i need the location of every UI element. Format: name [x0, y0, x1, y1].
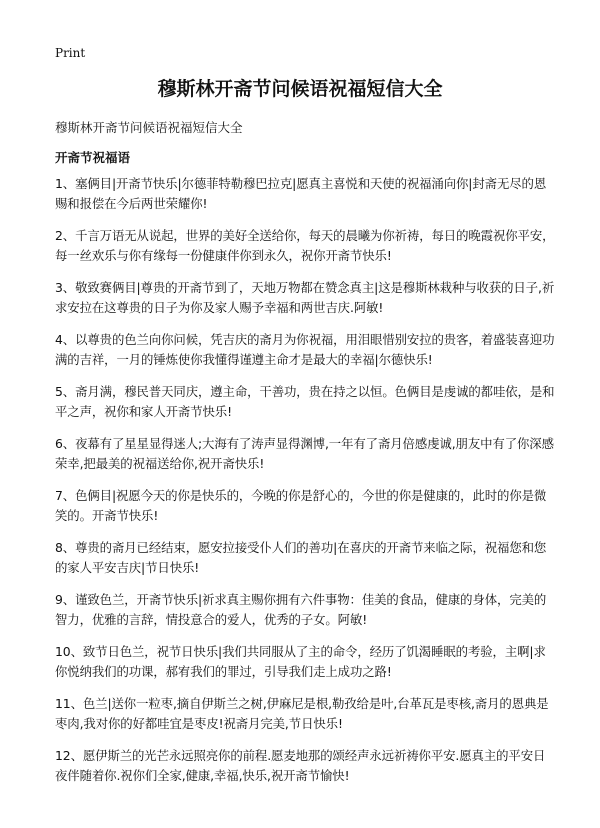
list-item: 7、色俩目|祝愿今天的你是快乐的，今晚的你是舒心的，今世的你是健康的，此时的你是微笑的。开斋节快乐!: [55, 488, 547, 523]
list-item: 5、斋月满，穆民普天同庆，遵主命，干善功，贵在持之以恒。色俩目是虔诚的都哇依，是和平之声，祝你和家人开斋节快乐!: [55, 384, 555, 419]
list-item: 1、塞俩目|开斋节快乐|尔德菲特勒穆巴拉克|愿真主喜悦和天使的祝福涌向你|封斋无尽的恩赐和报偿在今后两世荣耀你!: [55, 176, 547, 211]
section-heading: 开斋节祝福语: [55, 150, 131, 165]
list-item: 4、以尊贵的色兰向你问候，凭吉庆的斋月为你祝福，用泪眼惜别安拉的贵客，着盛装喜迎功满的吉祥，一月的锤炼使你我懂得谨遵主命才是最大的幸福|尔德快乐!: [55, 332, 555, 367]
document-content: [55, 120, 555, 798]
document-subtitle: 穆斯林开斋节问候语祝福短信大全: [55, 120, 243, 135]
list-item: 8、尊贵的斋月已经结束，愿安拉接受仆人们的善功|在喜庆的开斋节来临之际，祝福您和您的家人平安吉庆|节日快乐!: [55, 540, 547, 575]
list-item: 9、谨致色兰，开斋节快乐|祈求真主赐你拥有六件事物：佳美的食品，健康的身体，完美的智力，优雅的言辞，情投意合的爱人，优秀的子女。阿敏!: [55, 592, 547, 627]
list-item: 12、愿伊斯兰的光芒永远照亮你的前程.愿麦地那的颂经声永远祈祷你平安.愿真主的平安日夜伴随着你.祝你们全家,健康,幸福,快乐,祝开斋节愉快!: [55, 748, 546, 783]
print-link[interactable]: Print: [55, 46, 86, 60]
list-item: 10、致节日色兰，祝节日快乐|我们共同服从了主的命令，经历了饥渴睡眠的考验，主啊|求你悦纳我们的功课，郝宥我们的罪过，引导我们走上成功之路!: [55, 644, 546, 679]
page-title: 穆斯林开斋节问候语祝福短信大全: [157, 78, 443, 100]
list-item: 3、敬致赛俩目|尊贵的开斋节到了，天地万物都在赞念真主|这是穆斯林栽种与收获的日子,祈求安拉在这尊贵的日子为你及家人赐予幸福和两世吉庆.阿敏!: [55, 280, 555, 315]
list-item: 6、夜幕有了星星显得迷人;大海有了涛声显得渊博,一年有了斋月倍感虔诚,朋友中有了你深感荣幸,把最美的祝福送给你,祝开斋快乐!: [55, 436, 554, 471]
list-item: 2、千言万语无从说起，世界的美好全送给你，每天的晨曦为你祈祷，每日的晚霞祝你平安，每一丝欢乐与你有缘每一份健康伴你到永久，祝你开斋节快乐!: [55, 228, 555, 263]
list-item: 11、色兰|送你一粒枣,摘自伊斯兰之树,伊麻尼是根,勒孜给是叶,台革瓦是枣核,斋月的恩典是枣肉,我对你的好都哇宜是枣皮!祝斋月完美,节日快乐!: [55, 696, 549, 731]
